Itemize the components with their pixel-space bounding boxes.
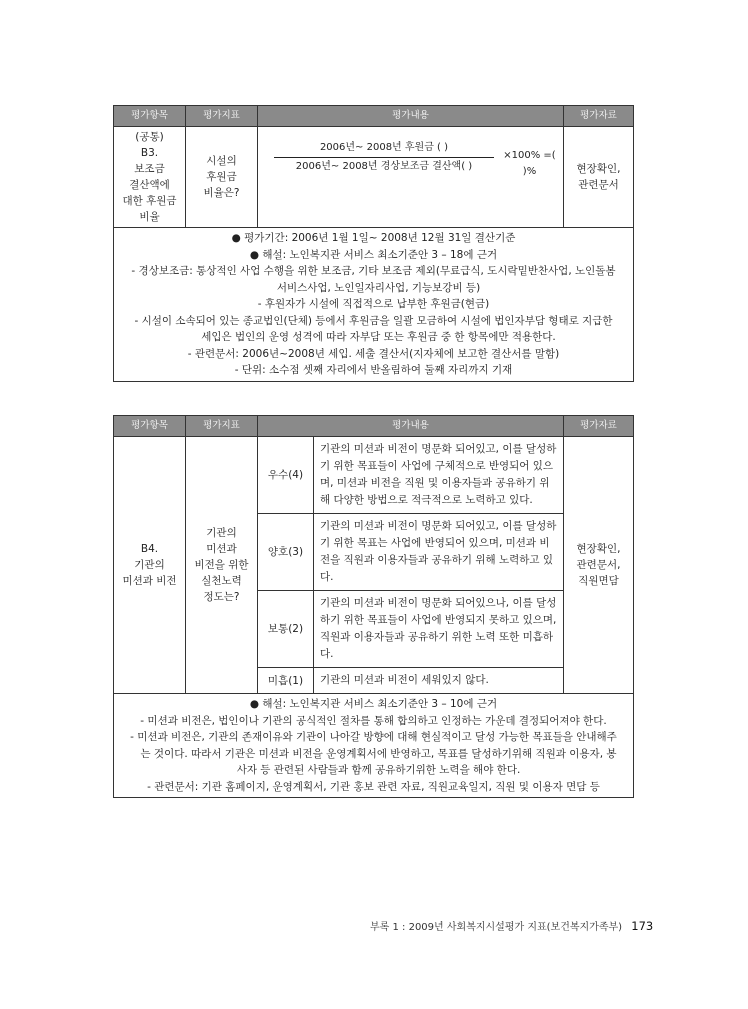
note-line: 서비스사업, 노인일자리사업, 기능보강비 등) bbox=[276, 281, 481, 294]
grade-description: 기관의 미션과 비전이 명문화 되어있고, 이를 달성하기 위한 목표는 사업에 반영되어 있으며, 미션과 비전을 직원과 이용자들과 공유하기 위해 노력하고 있다. bbox=[314, 514, 564, 591]
footer-text: 부록 1 : 2009년 사회복지시설평가 지표(보건복지가족부) bbox=[370, 922, 623, 933]
header-item: 평가항목 bbox=[114, 416, 186, 437]
material-cell: 현장확인, 관련문서 bbox=[564, 127, 634, 228]
grade-description: 기관의 미션과 비전이 명문화 되어있으나, 이를 달성하기 위한 목표들이 사업에 반영되지 못하고 있으며, 직원과 이용자들과 공유하기 위한 노력 또한 미흡하다. bbox=[314, 591, 564, 668]
grade-cell: 미흡(1) bbox=[258, 668, 314, 694]
table-row bbox=[114, 127, 634, 228]
evaluation-table-b4 bbox=[113, 415, 634, 798]
note-line: ● 평가기간: 2006년 1월 1일~ 2008년 12월 31일 결산기준 bbox=[231, 232, 516, 244]
header-material: 평가자료 bbox=[564, 416, 634, 437]
grade-cell: 보통(2) bbox=[258, 591, 314, 668]
material-cell: 현장확인, 관련문서, 직원면담 bbox=[564, 437, 634, 694]
note-line: - 경상보조금: 통상적인 사업 수행을 위한 보조금, 기타 보조금 제외(무료급식, 도시락밑반찬사업, 노인돌봄 bbox=[131, 265, 616, 277]
note-line: - 시설이 소속되어 있는 종교법인(단체) 등에서 후원금을 일괄 모금하여 시설에 법인자부담 형태로 지급한 bbox=[134, 314, 613, 327]
item-cell: B4. 기관의 미션과 비전 bbox=[114, 437, 186, 694]
header-indicator: 평가지표 bbox=[186, 106, 258, 127]
header-indicator: 평가지표 bbox=[186, 416, 258, 437]
header-item: 평가항목 bbox=[114, 106, 186, 127]
note-line: - 후원자가 시설에 직접적으로 납부한 후원금(현금) bbox=[257, 298, 490, 310]
note-line: - 관련문서: 2006년~2008년 세입. 세출 결산서(지자체에 보고한 결산서를 말함) bbox=[187, 347, 560, 360]
grade-cell: 우수(4) bbox=[258, 437, 314, 514]
table-row bbox=[114, 437, 634, 514]
item-cell: (공통) B3. 보조금 결산액에 대한 후원금 비율 bbox=[114, 127, 186, 228]
page-footer bbox=[370, 918, 653, 933]
note-line: - 단위: 소수점 셋째 자리에서 반올림하여 둘째 자리까지 기재 bbox=[234, 364, 513, 376]
header-content: 평가내용 bbox=[258, 106, 564, 127]
header-content: 평가내용 bbox=[258, 416, 564, 437]
table-header-row bbox=[114, 416, 634, 437]
notes-cell bbox=[114, 694, 634, 798]
formula-denominator: 2006년~ 2008년 경상보조금 결산액( ) bbox=[295, 161, 473, 172]
formula-numerator: 2006년~ 2008년 후원금 ( ) bbox=[274, 140, 494, 158]
notes-cell bbox=[114, 228, 634, 382]
formula-cell bbox=[258, 127, 564, 228]
grade-cell: 양호(3) bbox=[258, 514, 314, 591]
note-line: - 미션과 비전은, 기관의 존재이유와 기관이 나아갈 방향에 대해 현실적이고 달성 가능한 목표들을 안내해주 bbox=[130, 731, 617, 743]
header-material: 평가자료 bbox=[564, 106, 634, 127]
note-line: - 관련문서: 기관 홈페이지, 운영계획서, 기관 홍보 관련 자료, 직원교육일지, 직원 및 이용자 면담 등 bbox=[147, 780, 600, 793]
notes-row bbox=[114, 694, 634, 798]
note-line: - 미션과 비전은, 법인이나 기관의 공식적인 절차를 통해 합의하고 인정하는 가운데 결정되어져야 한다. bbox=[140, 714, 607, 727]
note-line: 사자 등 관련된 사람들과 함께 공유하기위한 노력을 해야 한다. bbox=[236, 764, 521, 776]
indicator-cell: 기관의 미션과 비전을 위한 실천노력 정도는? bbox=[186, 437, 258, 694]
note-line: ● 해설: 노인복지관 서비스 최소기준안 3 – 10에 근거 bbox=[249, 698, 498, 710]
note-line: ● 해설: 노인복지관 서비스 최소기준안 3 – 18에 근거 bbox=[249, 248, 498, 261]
note-line: 는 것이다. 따라서 기관은 미션과 비전을 운영계획서에 반영하고, 목표를 달성하기위해 직원과 이용자, 봉 bbox=[140, 747, 617, 760]
indicator-cell: 시설의 후원금 비율은? bbox=[186, 127, 258, 228]
notes-row bbox=[114, 228, 634, 382]
grade-description: 기관의 미션과 비전이 명문화 되어있고, 이를 달성하기 위한 목표들이 사업에 구체적으로 반영되어 있으며, 미션과 비전을 직원 및 이용자들과 공유하기 위해 다양한 방법으로 적극적으로 노력하고 있다. bbox=[314, 437, 564, 514]
page-number: 173 bbox=[631, 919, 654, 933]
evaluation-table-b3 bbox=[113, 105, 634, 382]
table-header-row bbox=[114, 106, 634, 127]
grade-description: 기관의 미션과 비전이 세워있지 않다. bbox=[314, 668, 564, 694]
formula-multiplier: ×100% =( )% bbox=[503, 150, 556, 177]
formula-fraction bbox=[274, 140, 494, 175]
note-line: 세입은 법인의 운영 성격에 따라 자부담 또는 후원금 중 한 항목에만 적용한다. bbox=[201, 331, 556, 343]
